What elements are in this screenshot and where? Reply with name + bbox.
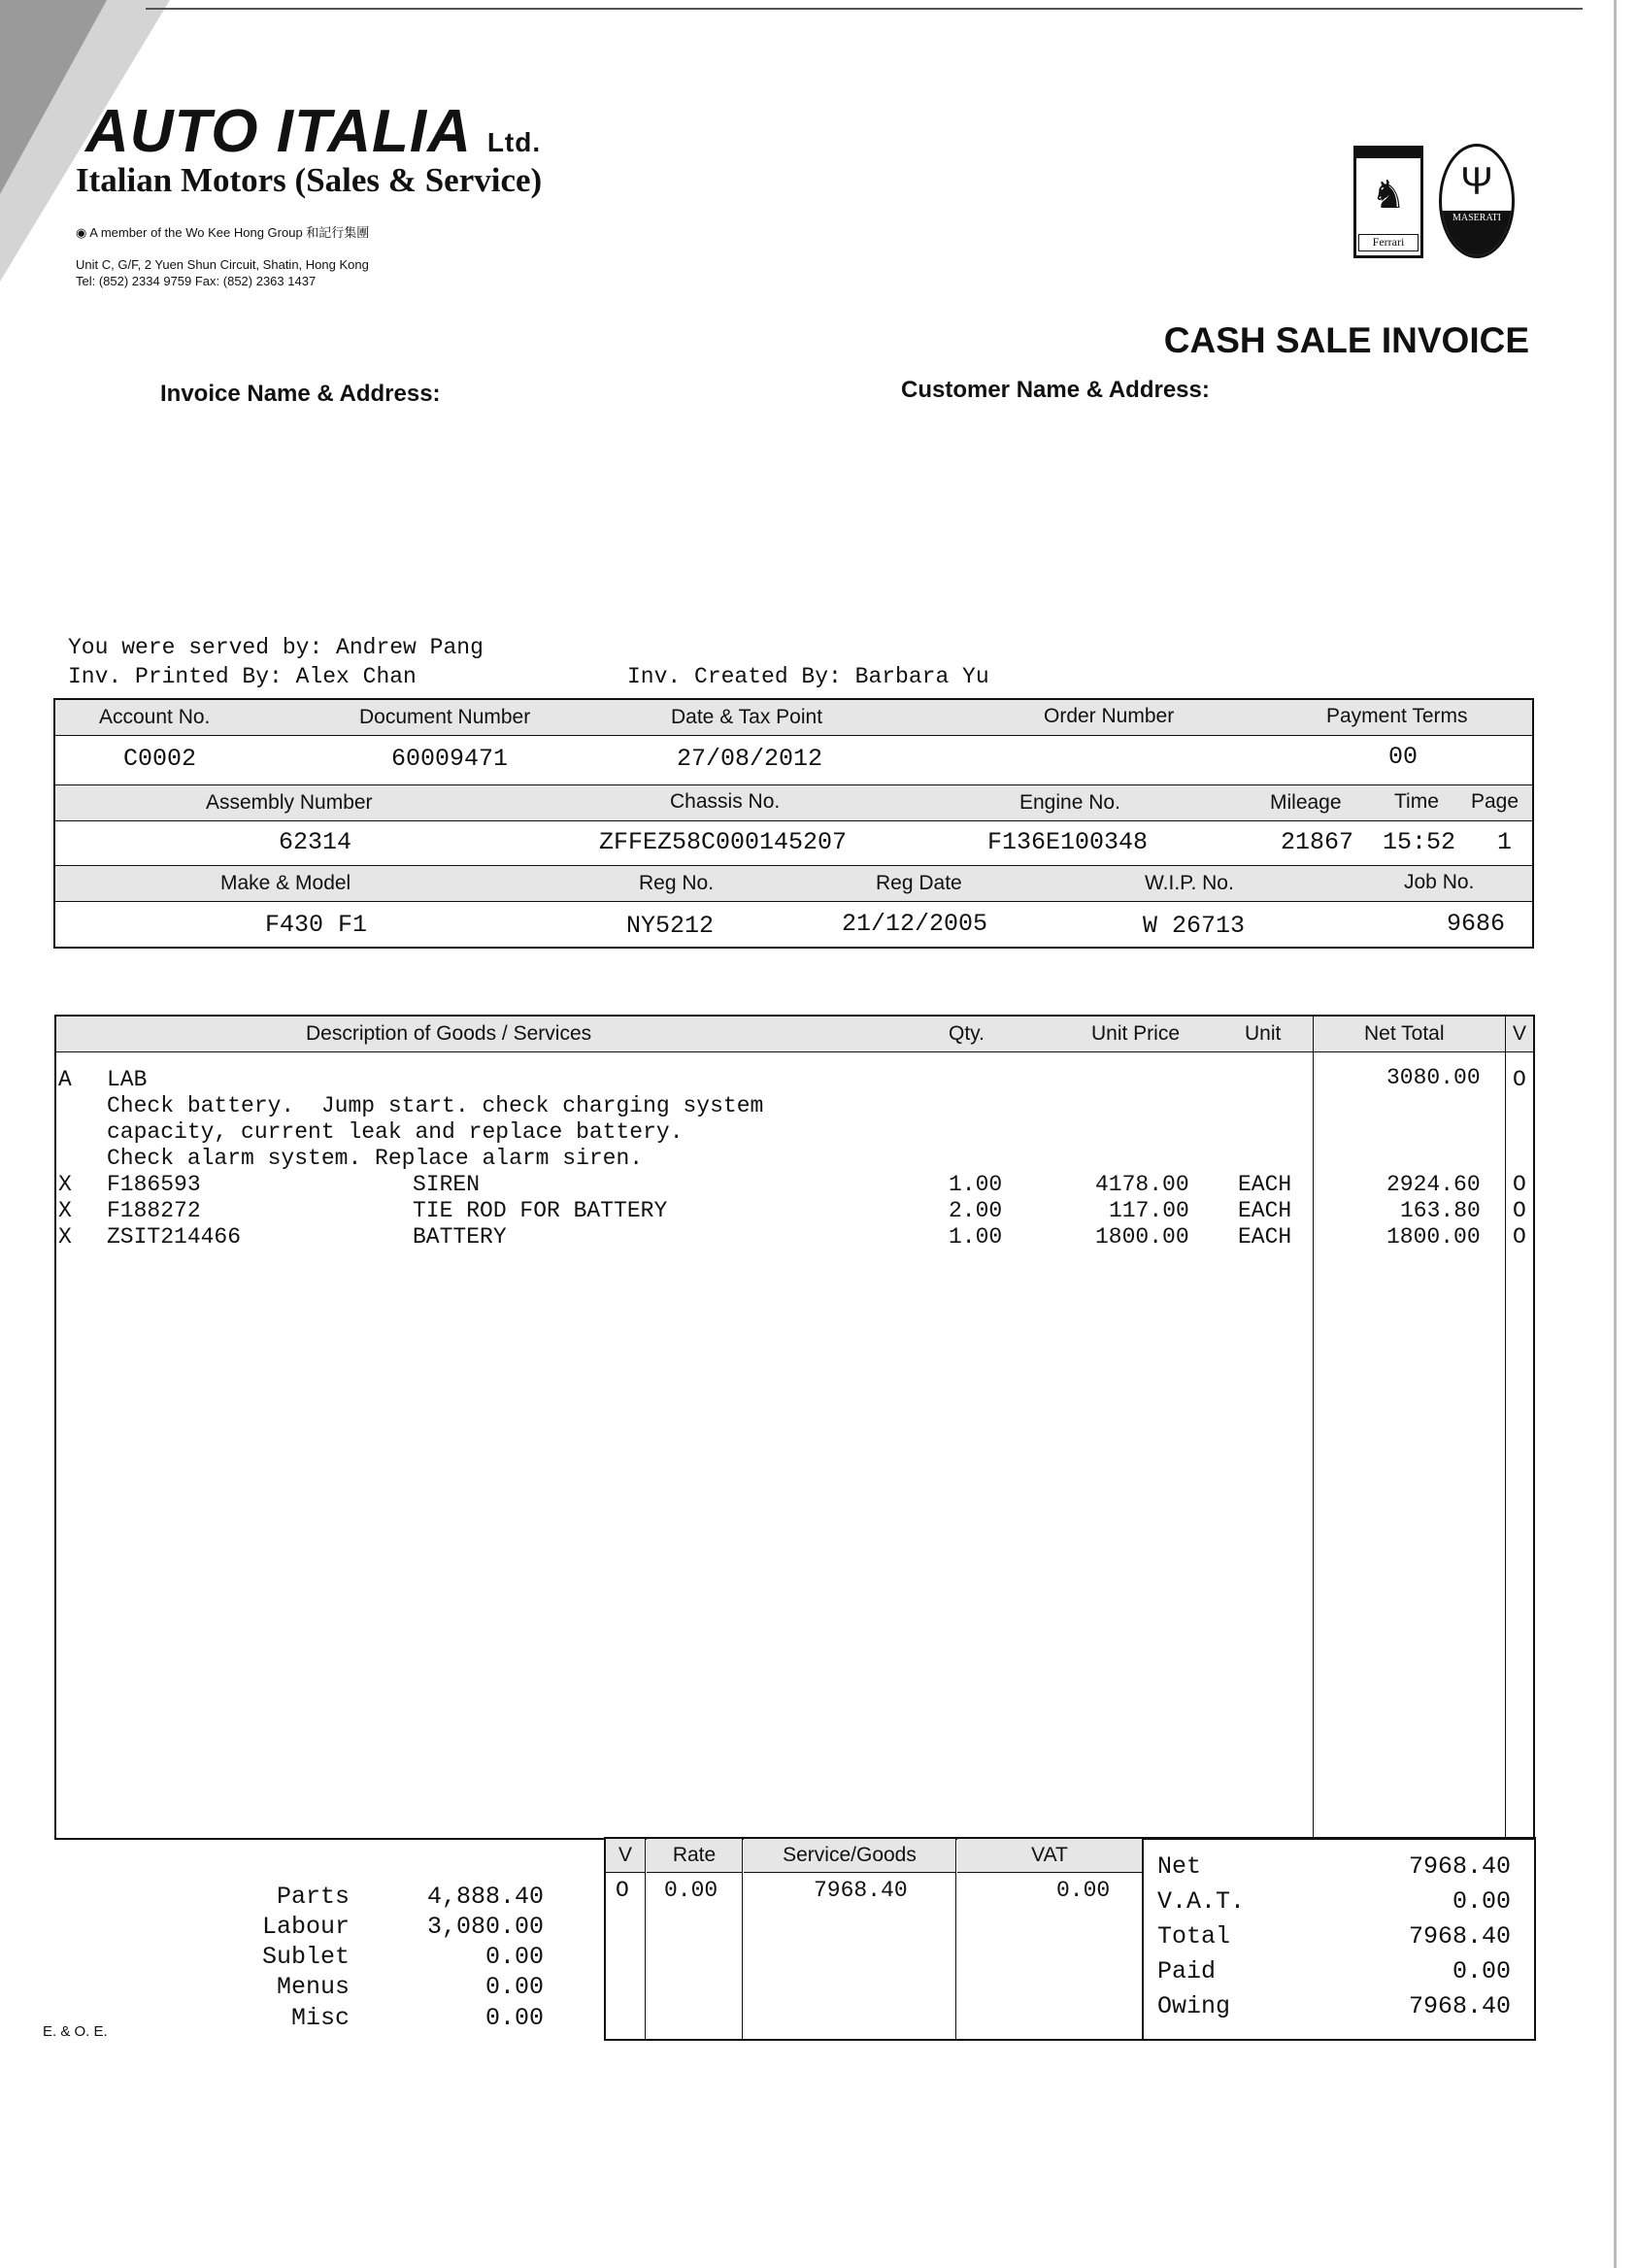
ferrari-logo xyxy=(1353,146,1423,258)
header-description: Description of Goods / Services xyxy=(306,1022,592,1045)
net-total-divider xyxy=(1313,1017,1314,1838)
lab-note: Check battery. Jump start. check charging system xyxy=(107,1093,764,1118)
label-wip-no: W.I.P. No. xyxy=(1145,872,1234,894)
label-chassis-no: Chassis No. xyxy=(670,790,781,813)
maserati-logo-text: MASERATI xyxy=(1442,211,1512,226)
reg-no: NY5212 xyxy=(626,912,715,940)
label-order-number: Order Number xyxy=(1044,705,1175,727)
document-title: CASH SALE INVOICE xyxy=(1163,320,1529,360)
make-model: F430 F1 xyxy=(265,911,368,939)
maserati-logo xyxy=(1439,144,1515,258)
company-phone: Tel: (852) 2334 9759 Fax: (852) 2363 1437 xyxy=(76,274,317,288)
ferrari-logo-text: Ferrari xyxy=(1358,234,1419,251)
vat-amount: 0.00 xyxy=(1056,1878,1111,1903)
vat-service-goods: 7968.40 xyxy=(814,1878,908,1903)
label-page: Page xyxy=(1471,790,1519,813)
wip-no: W 26713 xyxy=(1143,912,1246,940)
totals-value: 7968.40 xyxy=(1408,1922,1511,1951)
company-address: Unit C, G/F, 2 Yuen Shun Circuit, Shatin, Hong Kong xyxy=(76,257,369,272)
printed-by: Inv. Printed By: Alex Chan xyxy=(68,664,417,689)
group-logo-icon: ◉ xyxy=(76,225,90,240)
reg-date: 21/12/2005 xyxy=(842,910,988,938)
vat-table xyxy=(604,1837,1144,2041)
top-rule xyxy=(146,8,1583,10)
totals-box xyxy=(1142,1837,1536,2041)
vat-header-service-goods: Service/Goods xyxy=(744,1839,955,1873)
totals-value: 0.00 xyxy=(1452,1887,1511,1916)
job-no: 9686 xyxy=(1447,910,1506,938)
info-header-row-2 xyxy=(55,784,1532,821)
company-brand xyxy=(85,97,541,166)
company-tagline: Italian Motors (Sales & Service) xyxy=(76,161,543,199)
engine-no: F136E100348 xyxy=(987,828,1149,856)
totals-label: V.A.T. xyxy=(1157,1887,1246,1916)
lab-note: Check alarm system. Replace alarm siren. xyxy=(107,1146,644,1171)
summary-value: 0.00 xyxy=(484,1973,544,2001)
header-unit-price: Unit Price xyxy=(1091,1022,1181,1045)
summary-value: 3,080.00 xyxy=(426,1913,544,1941)
header-unit: Unit xyxy=(1245,1022,1282,1045)
served-by: You were served by: Andrew Pang xyxy=(68,635,484,660)
totals-label: Owing xyxy=(1157,1992,1231,2020)
brand-main: AUTO ITALIA xyxy=(85,98,470,165)
header-qty: Qty. xyxy=(949,1022,985,1045)
header-net-total: Net Total xyxy=(1364,1022,1445,1045)
label-reg-no: Reg No. xyxy=(639,872,715,894)
line-items-table: Description of Goods / Services Qty. Unit Price Unit Net Total V A LAB 3080.00 O Check battery. Jump start. check charging system capacity, current leak and replace battery. Check alarm system. Replace alarm siren. X F186593 SIREN 1.00 4178.00 EACH 2924.60 O X F188272 TIE ROD FOR BATTERY 2.00 117.00 EACH 163.80 O X ZSIT214466 BATTERY 1.00 1800.00 EACH 1800.00 O xyxy=(54,1015,1535,1840)
label-job-no: Job No. xyxy=(1404,871,1475,893)
totals-label: Net xyxy=(1157,1852,1202,1881)
label-payment-terms: Payment Terms xyxy=(1326,705,1468,727)
vehicle-info-grid xyxy=(53,698,1534,949)
vat-col-divider xyxy=(645,1839,646,2039)
summary-value: 4,888.40 xyxy=(426,1883,544,1911)
member-line: ◉ A member of the Wo Kee Hong Group 和記行集團 xyxy=(76,225,370,240)
label-mileage: Mileage xyxy=(1270,791,1342,814)
invoice-name-label: Invoice Name & Address: xyxy=(160,381,441,407)
payment-terms: 00 xyxy=(1388,743,1419,771)
label-date-tax-point: Date & Tax Point xyxy=(671,706,823,728)
v-divider xyxy=(1505,1017,1506,1838)
vat-totals-section xyxy=(604,1837,1536,2041)
vat-header-v: V xyxy=(606,1839,645,1873)
mileage: 21867 xyxy=(1281,828,1354,856)
label-engine-no: Engine No. xyxy=(1019,791,1120,814)
totals-label: Total xyxy=(1157,1922,1231,1951)
totals-value: 7968.40 xyxy=(1408,1852,1511,1881)
summary-label: Menus xyxy=(276,1973,350,2001)
lab-note: capacity, current leak and replace battery. xyxy=(107,1119,684,1145)
time: 15:52 xyxy=(1383,828,1456,856)
page-number: 1 xyxy=(1497,828,1513,856)
lab-total: 3080.00 xyxy=(1386,1065,1481,1090)
summary-value: 0.00 xyxy=(484,2004,544,2032)
label-assembly-number: Assembly Number xyxy=(206,791,373,814)
page-edge xyxy=(1614,0,1617,2268)
account-no: C0002 xyxy=(123,745,197,773)
trident-icon: Ψ xyxy=(1460,160,1493,203)
vat-col-divider xyxy=(955,1839,956,2039)
vat-v: O xyxy=(616,1878,629,1903)
date-tax-point: 27/08/2012 xyxy=(677,745,823,773)
info-header-row-3 xyxy=(55,865,1532,902)
totals-label: Paid xyxy=(1157,1957,1217,1985)
info-header-row-1 xyxy=(55,700,1532,736)
summary-label: Misc xyxy=(290,2004,350,2032)
eoe-note: E. & O. E. xyxy=(43,2023,108,2040)
label-document-number: Document Number xyxy=(359,706,531,728)
vat-col-divider xyxy=(742,1839,743,2039)
document-number: 60009471 xyxy=(391,745,509,773)
prancing-horse-icon: ♞ xyxy=(1371,174,1406,217)
header-v: V xyxy=(1513,1022,1527,1045)
lab-label: LAB xyxy=(107,1067,148,1092)
chassis-no: ZFFEZ58C000145207 xyxy=(599,828,848,856)
summary-label: Sublet xyxy=(261,1943,350,1971)
lab-v: O xyxy=(1513,1067,1526,1092)
label-account-no: Account No. xyxy=(99,706,211,728)
vat-rate: 0.00 xyxy=(664,1878,718,1903)
summary-label: Parts xyxy=(276,1883,350,1911)
vat-header-rate: Rate xyxy=(647,1839,742,1873)
totals-value: 7968.40 xyxy=(1408,1992,1511,2020)
summary-label: Labour xyxy=(261,1913,350,1941)
items-header xyxy=(56,1017,1533,1052)
assembly-number: 62314 xyxy=(279,828,352,856)
brand-suffix: Ltd. xyxy=(486,127,542,157)
label-reg-date: Reg Date xyxy=(876,872,962,894)
created-by: Inv. Created By: Barbara Yu xyxy=(627,664,989,689)
summary-value: 0.00 xyxy=(484,1943,544,1971)
lab-code: A xyxy=(58,1067,72,1092)
label-make-model: Make & Model xyxy=(220,872,351,894)
totals-value: 0.00 xyxy=(1452,1957,1511,1985)
label-time: Time xyxy=(1394,790,1439,813)
vat-header-vat: VAT xyxy=(957,1839,1142,1873)
customer-name-label: Customer Name & Address: xyxy=(901,377,1210,403)
